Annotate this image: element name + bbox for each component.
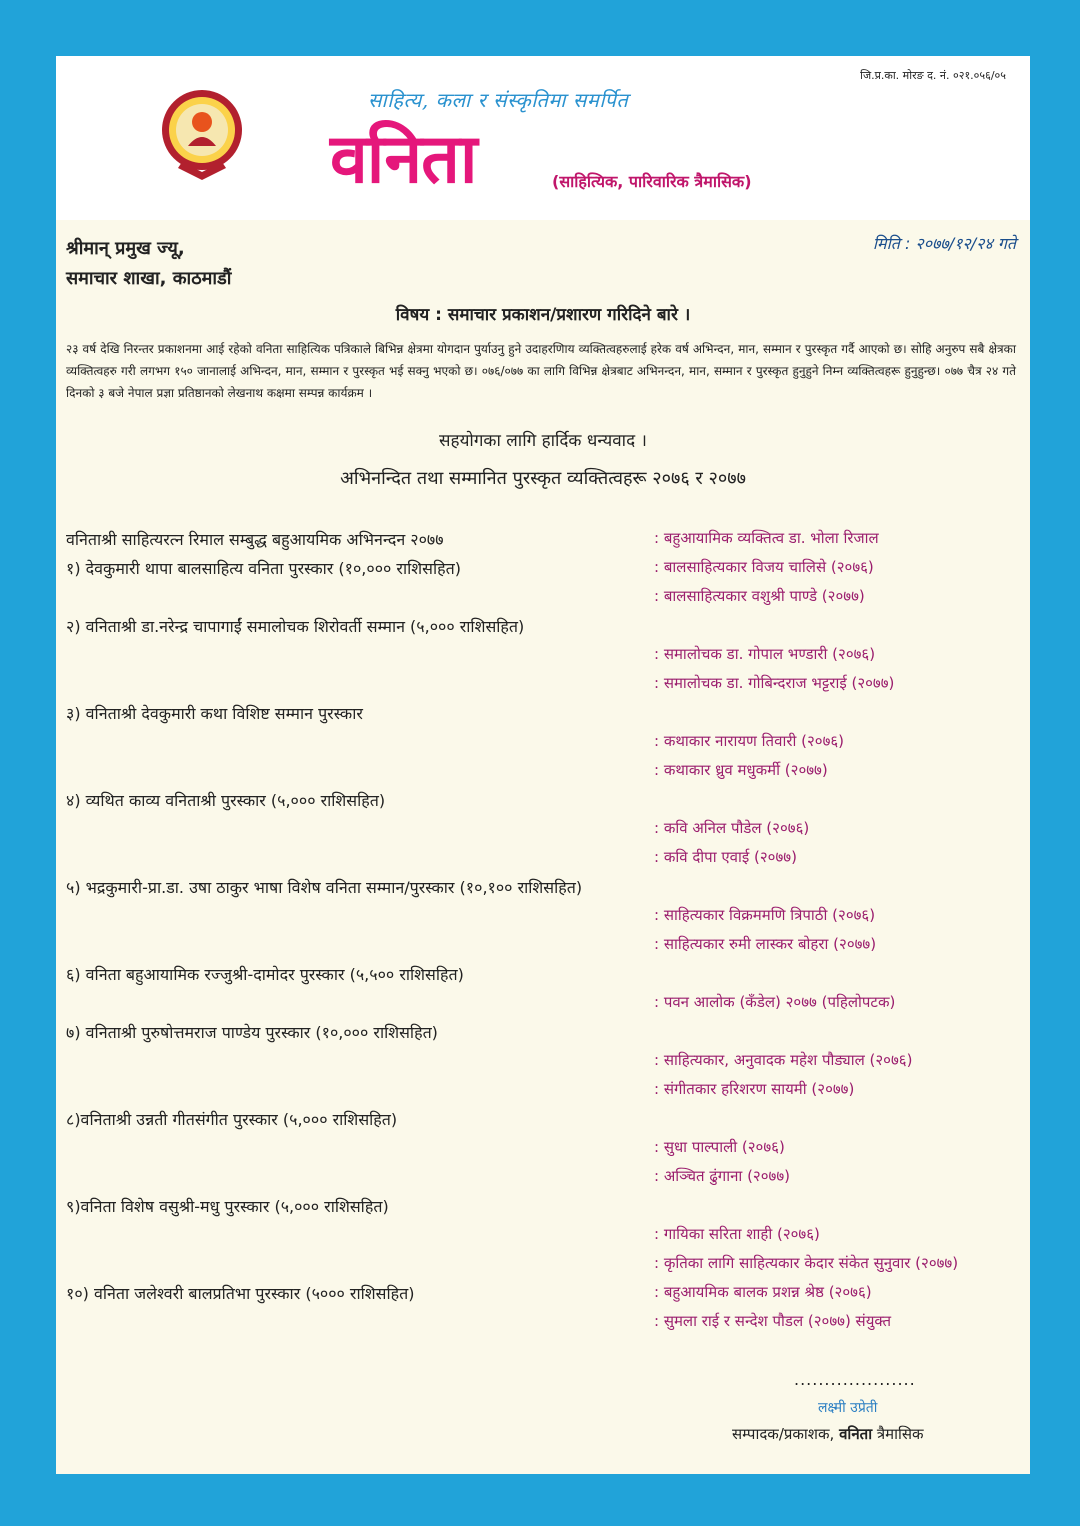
awardee: : बहुआयमिक बालक प्रशन्न श्रेष्ठ (२०७६) [654,1283,872,1301]
awardee: : अञ्चित ढुंगाना (२०७७) [654,1167,790,1185]
awardee: : कवि दीपा एवाई (२०७७) [654,848,797,866]
award-category: ४) व्यथित काव्य वनिताश्री पुरस्कार (५,००० राशिसहित) [66,791,386,810]
awardee: : साहित्यकार, अनुवादक महेश पौड्याल (२०७६) [654,1051,913,1069]
masthead-title: वनिता [330,120,477,199]
awardee: : बालसाहित्यकार वशुश्री पाण्डे (२०७७) [654,587,865,605]
masthead-subtitle: (साहित्यिक, पारिवारिक त्रैमासिक) [552,172,752,191]
letter-page [56,56,1030,1474]
awardee: : संगीतकार हरिशरण सायमी (२०७७) [654,1080,855,1098]
awardee: : सुधा पाल्पाली (२०७६) [654,1138,785,1156]
awardee: : गायिका सरिता शाही (२०७६) [654,1225,820,1243]
tagline: साहित्य, कला र संस्कृतिमा समर्पित [368,88,629,112]
award-category: १) देवकुमारी थापा बालसाहित्य वनिता पुरस्कार (१०,००० राशिसहित) [66,559,461,578]
signature-line: .................... [794,1370,916,1389]
award-category: २) वनिताश्री डा.नरेन्द्र चापागाईं समालोचक शिरोवर्ती सम्मान (५,००० राशिसहित) [66,617,525,636]
awardee: : बहुआयामिक व्यक्तित्व डा. भोला रिजाल [654,529,879,547]
addressee-line-2: समाचार शाखा, काठमाडौं [66,268,232,289]
awardee: : साहित्यकार रुमी लास्कर बोहरा (२०७७) [654,935,877,953]
award-category: ६) वनिता बहुआयामिक रज्जुश्री-दामोदर पुरस्कार (५,५०० राशिसहित) [66,965,464,984]
awardee: : कथाकार ध्रुव मधुकर्मी (२०७७) [654,761,828,779]
letter-subject: विषय : समाचार प्रकाशन/प्रशारण गरिदिने बारे । [395,305,691,325]
awardee: : कवि अनिल पौडेल (२०७६) [654,819,810,837]
awardee: : पवन आलोक (कँडेल) २०७७ (पहिलोपटक) [654,993,896,1011]
letter-date: मिति : २०७७/१२/२४ गते [872,234,1016,253]
award-category: ५) भद्रकुमारी-प्रा.डा. उषा ठाकुर भाषा विशेष वनिता सम्मान/पुरस्कार (१०,१०० राशिसहित) [66,878,583,897]
thanks-line: सहयोगका लागि हार्दिक धन्यवाद । [439,431,647,451]
signatory-name: लक्ष्मी उप्रेती [818,1400,878,1416]
magazine-logo [160,84,244,188]
awardee: : साहित्यकार विक्रममणि त्रिपाठी (२०७६) [654,906,876,924]
awardees-list-title: अभिनन्दित तथा सम्मानित पुरस्कृत व्यक्तित्वहरू २०७६ र २०७७ [340,468,746,489]
signatory-magazine-type: त्रैमासिक [876,1425,924,1443]
award-category: ७) वनिताश्री पुरुषोत्तमराज पाण्डेय पुरस्कार (१०,००० राशिसहित) [66,1023,438,1042]
addressee [66,234,231,294]
award-category: ९)वनिता विशेष वसुश्री-मधु पुरस्कार (५,००० राशिसहित) [66,1197,389,1216]
award-category: १०) वनिता जलेश्वरी बालप्रतिभा पुरस्कार (५००० राशिसहित) [66,1284,415,1303]
awardee: : समालोचक डा. गोबिन्दराज भट्टराई (२०७७) [654,674,895,692]
awardee: : समालोचक डा. गोपाल भण्डारी (२०७६) [654,645,876,663]
letterhead [56,56,1030,220]
awardee: : कथाकार नारायण तिवारी (२०७६) [654,732,845,750]
signatory-title [732,1424,924,1444]
award-category: ३) वनिताश्री देवकुमारी कथा विशिष्ट सम्मान पुरस्कार [66,704,363,723]
signatory-role: सम्पादक/प्रकाशक, [732,1425,835,1443]
awardee: : कृतिका लागि साहित्यकार केदार संकेत सुनुवार (२०७७) [654,1254,959,1272]
registration-number: जि.प्र.का. मोरङ द. नं. ०२१.०५६/०५ [860,69,1006,82]
awardee: : सुमला राई र सन्देश पौडल (२०७७) संयुक्त [654,1312,891,1330]
awardee: : बालसाहित्यकार विजय चालिसे (२०७६) [654,558,874,576]
intro-paragraph: २३ वर्ष देखि निरन्तर प्रकाशनमा आई रहेको वनिता साहित्यिक पत्रिकाले बिभिन्न क्षेत्रमा योगदान पुर्याउनु हुने उदाहरणिाय व्यक्तित्वहरुलाई हरेक वर्ष अभिन्दन, मान, सम्मान र पुरस्कृत गर्दै आएको छ। सोहि अनुरुप सबै क्षेत्रका व्यक्तित्वहरु गरी लगभग १५० जानालाई अभिन्दन, मान, सम्मान र पुरस्कृत भई सक्नु भएको छ। ०७६/०७७ का लागि विभिन्न क्षेत्रबाट अभिनन्दन, मान, सम्मान र पुरस्कृत हुनुहुने निम्न व्यक्तित्वहरू हुनुहुन्छ। ०७७ चैत्र २४ गते दिनको ३ बजे नेपाल प्रज्ञा प्रतिष्ठानको लेखनाथ कक्षमा सम्पन्न कार्यक्रम । [66,342,1016,400]
signatory-magazine: वनिता [839,1425,873,1443]
award-category: ८)वनिताश्री उन्नती गीतसंगीत पुरस्कार (५,००० राशिसहित) [66,1110,398,1129]
award-category: वनिताश्री साहित्यरत्न रिमाल सम्बुद्ध बहुआयमिक अभिनन्दन २०७७ [66,530,444,549]
addressee-line-1: श्रीमान् प्रमुख ज्यू, [66,238,185,259]
